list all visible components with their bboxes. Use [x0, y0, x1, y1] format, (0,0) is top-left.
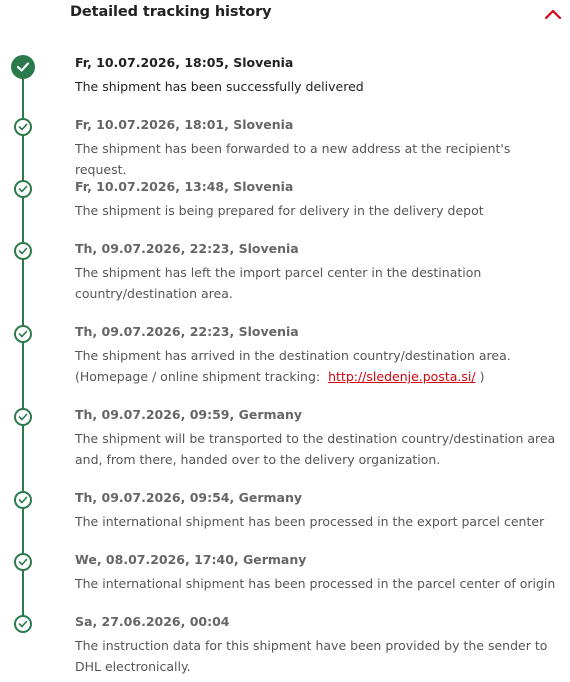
event-description: The instruction data for this shipment have been provided by the sender to DHL electronically. [75, 638, 548, 674]
check-circle-icon [14, 615, 32, 633]
event-description [75, 345, 560, 387]
check-circle-icon [14, 553, 32, 571]
check-circle-icon [14, 180, 32, 198]
event-date: Fr, 10.07.2026, 18:01, Slovenia [75, 117, 294, 132]
event-date: Th, 09.07.2026, 22:23, Slovenia [75, 241, 299, 256]
check-circle-icon [14, 242, 32, 260]
event-date: We, 08.07.2026, 17:40, Germany [75, 552, 307, 567]
event-date: Th, 09.07.2026, 09:59, Germany [75, 407, 303, 422]
event-date: Th, 09.07.2026, 22:23, Slovenia [75, 324, 299, 339]
timeline-line [22, 66, 24, 624]
note-suffix: ) [479, 369, 485, 384]
note-prefix: (Homepage / online shipment tracking: [75, 369, 321, 384]
event-description: The shipment has been successfully delivered [75, 79, 364, 94]
event-date: Sa, 27.06.2026, 00:04 [75, 614, 230, 629]
check-circle-icon [14, 325, 32, 343]
event-description: The shipment has been forwarded to a new address at the recipient's request. [75, 141, 511, 177]
check-circle-icon [14, 118, 32, 136]
event-description: The international shipment has been processed in the export parcel center [75, 514, 545, 529]
section-title: Detailed tracking history [70, 4, 272, 20]
event-description-text: The shipment has arrived in the destination country/destination area. [75, 348, 511, 363]
event-description: The international shipment has been processed in the parcel center of origin [75, 576, 556, 591]
tracking-history-header[interactable] [0, 0, 570, 30]
event-date: Fr, 10.07.2026, 18:05, Slovenia [75, 55, 294, 70]
event-description: The shipment will be transported to the destination country/destination area and, from there, handed over to the delivery organization. [75, 431, 556, 467]
check-filled-icon [11, 55, 35, 79]
check-circle-icon [14, 408, 32, 426]
event-description: The shipment has left the import parcel center in the destination country/destination area. [75, 265, 482, 301]
check-circle-icon [14, 491, 32, 509]
chevron-up-icon[interactable] [543, 7, 563, 21]
event-date: Th, 09.07.2026, 09:54, Germany [75, 490, 303, 505]
event-date: Fr, 10.07.2026, 13:48, Slovenia [75, 179, 294, 194]
tracking-link[interactable]: http://sledenje.posta.si/ [328, 369, 476, 384]
event-description-note [75, 366, 560, 387]
event-description: The shipment is being prepared for delivery in the delivery depot [75, 203, 484, 218]
